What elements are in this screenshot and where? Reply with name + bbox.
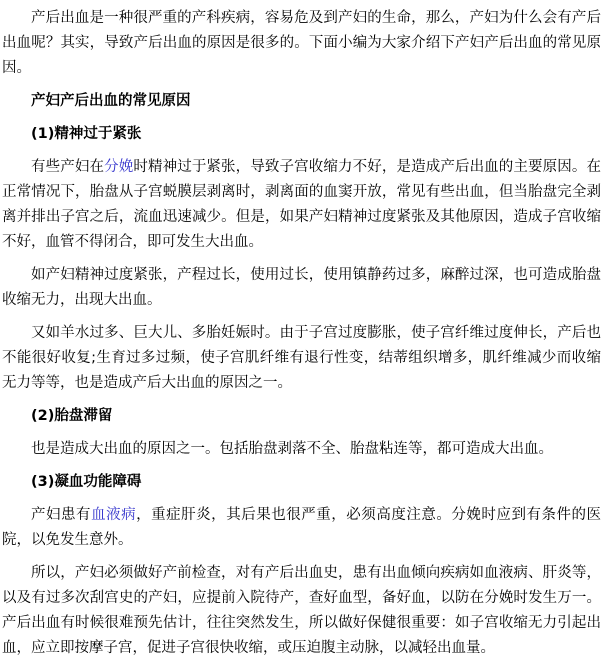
reason1-p1-text-after: 时精神过于紧张，导致子宫收缩力不好，是造成产后出血的主要原因。在正常情况下，胎盘从子宫蜕膜层剥离时，剥离面的血窦开放，常见有些出血，但当胎盘完全剥离并排出子宫之后，流血迅速减少。但是，如果产妇精神过度紧张及其他原因，造成子宫收缩不好，血管不得闭合，即可发生大出血。 — [2, 159, 602, 250]
reason1-heading: (1)精神过于紧张 — [31, 126, 142, 142]
reason3-p1-text-before: 产妇患有 — [31, 507, 92, 523]
intro-paragraph: 产后出血是一种很严重的产科疾病，容易危及到产妇的生命，那么，产妇为什么会有产后出血呢？其实，导致产后出血的原因是很多的。下面小编为大家介绍下产妇产后出血的常见原因。 — [2, 10, 601, 76]
reason3-p1-text-after: ，重症肝炎，其后果也很严重，必须高度注意。分娩时应到有条件的医院，以免发生意外。 — [2, 507, 602, 548]
reason1-paragraph3: 又如羊水过多、巨大儿、多胎妊娠时。由于子宫过度膨胀，使子宫纤维过度伸长，产后也不能很好收复;生育过多过频，使子宫肌纤维有退行性变，结蒂组织增多，肌纤维减少而收缩无力等等，也是造成产后大出血的原因之一。 — [2, 325, 601, 391]
reason1-p1-text-before: 有些产妇在 — [31, 159, 105, 175]
blood-disease-link[interactable]: 血液病 — [91, 507, 137, 523]
reason1-paragraph1 — [2, 155, 601, 255]
reason2-heading: (2)胎盘滞留 — [31, 408, 113, 424]
section-title: 产妇产后出血的常见原因 — [31, 93, 191, 109]
reason3-paragraph1 — [2, 503, 601, 553]
conclusion-paragraph: 所以，产妇必须做好产前检查，对有产后出血史，患有出血倾向疾病如血液病、肝炎等，以及有过多次刮宫史的产妇，应提前入院待产，查好血型，备好血，以防在分娩时发生万一。产后出血有时候很难预先估计，往往突然发生，所以做好保健很重要：如子宫收缩无力引起出血，应立即按摩子宫，促进子宫很快收缩，或压迫腹主动脉，以减轻出血量。 — [2, 565, 601, 656]
reason2-paragraph1: 也是造成大出血的原因之一。包括胎盘剥落不全、胎盘粘连等，都可造成大出血。 — [31, 441, 553, 457]
childbirth-link[interactable]: 分娩 — [104, 159, 134, 175]
reason1-paragraph2: 如产妇精神过度紧张，产程过长，使用过长，使用镇静药过多，麻醉过深，也可造成胎盘收缩无力，出现大出血。 — [2, 267, 601, 308]
reason3-heading: (3)凝血功能障碍 — [31, 474, 142, 490]
